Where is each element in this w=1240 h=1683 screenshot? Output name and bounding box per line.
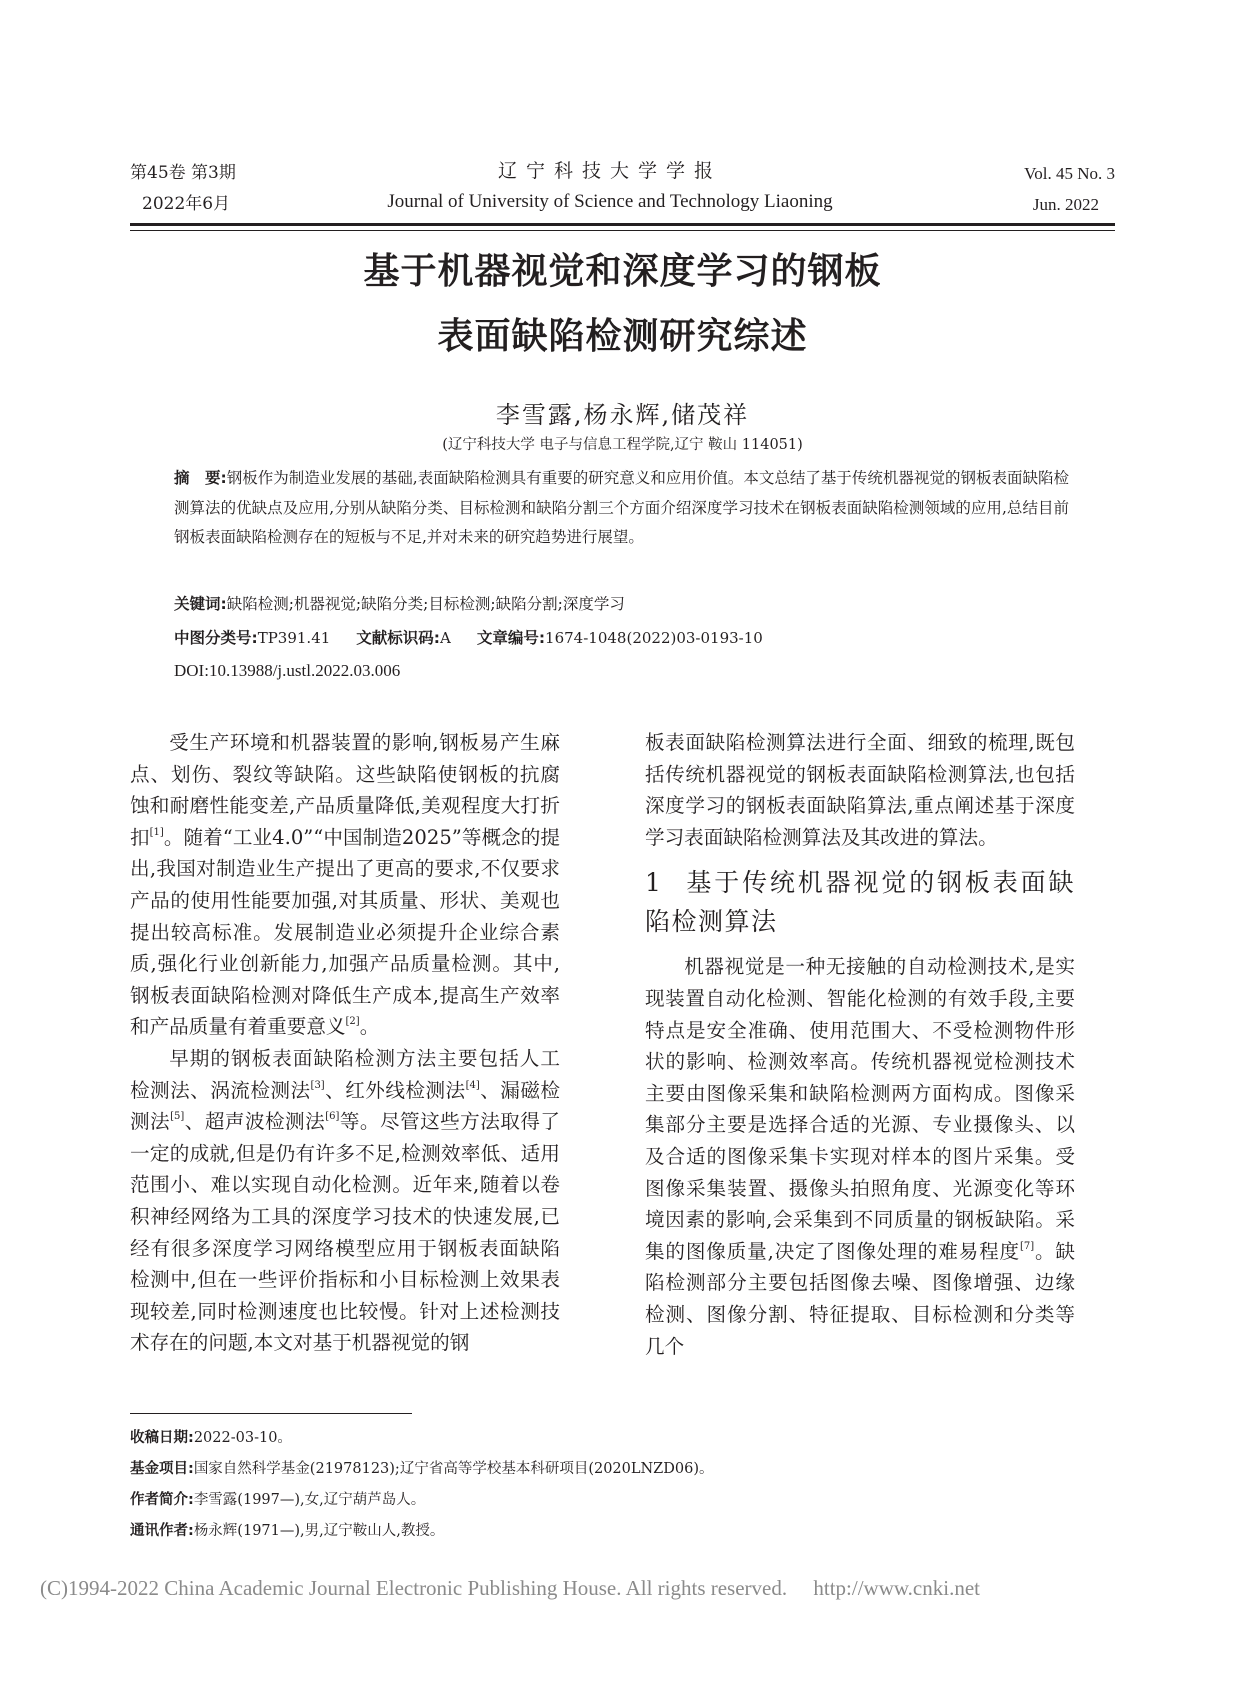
citation: [5] xyxy=(170,1111,185,1123)
footnote-label: 基金项目: xyxy=(130,1461,194,1477)
footnote-fund xyxy=(130,1458,1030,1480)
volume-issue: 第45卷 第3期 xyxy=(130,163,236,183)
clc-value: TP391.41 xyxy=(257,629,331,647)
footnote-received xyxy=(130,1427,1030,1449)
citation: [7] xyxy=(1019,1240,1035,1252)
author-list: 李雪露,杨永辉,储茂祥 xyxy=(495,401,750,429)
copyright-notice: (C)1994-2022 China Academic Journal Electronic Publishing House. All rights reserved. http://www.cnki.net xyxy=(40,1576,980,1600)
body-right-column xyxy=(645,727,1075,1362)
section-heading xyxy=(645,863,1075,941)
abstract xyxy=(174,464,1069,553)
article-number-value: 1674-1048(2022)03-0193-10 xyxy=(545,629,763,647)
citation: [3] xyxy=(310,1079,325,1091)
keywords-label: 关键词: xyxy=(174,595,227,613)
footnote-rule xyxy=(130,1413,412,1414)
header-rule-thick xyxy=(130,223,1115,226)
article-number-label: 文章编号: xyxy=(476,629,546,647)
citation: [1] xyxy=(149,826,164,838)
title-line-2: 表面缺陷检测研究综述 xyxy=(437,316,808,357)
paragraph xyxy=(130,1043,560,1359)
issue-date-en: Jun. 2022 xyxy=(1032,195,1099,214)
paragraph-text: 。随着“工业4.0”“中国制造2025”等概念的提出,我国对制造业生产提出了更高的要求,不仅要求产品的使用性能要加强,对其质量、形状、美观也提出较高标准。发展制造业必须提升企业综合素质,强化行业创新能力,加强产品质量检测。其中,钢板表面缺陷检测对降低生产成本,提高生产效率和产品质量有着重要意义 xyxy=(130,825,560,1039)
classification-line xyxy=(174,626,1069,650)
paragraph-text: 早期的钢板表面缺陷检测方法主要包括人工检测法、涡流检测法 xyxy=(130,1046,560,1102)
abstract-text: 钢板作为制造业发展的基础,表面缺陷检测具有重要的研究意义和应用价值。本文总结了基于传统机器视觉的钢板表面缺陷检测算法的优缺点及应用,分别从缺陷分类、目标检测和缺陷分割三个方面介绍深度学习技术在钢板表面缺陷检测领域的应用,总结目前钢板表面缺陷检测存在的短板与不足,并对未来的研究趋势进行展望。 xyxy=(174,469,1069,546)
paragraph-text: 。 xyxy=(359,1015,380,1039)
paragraph-text: 等。尽管这些方法取得了一定的成就,但是仍有许多不足,检测效率低、适用范围小、难以实现自动化检测。近年来,随着以卷积神经网络为工具的深度学习技术的快速发展,已经有很多深度学习网络模型应用于钢板表面缺陷检测中,但在一些评价指标和小目标检测上效果表现较差,同时检测速度也比较慢。针对上述检测技术存在的问题,本文对基于机器视觉的钢 xyxy=(130,1110,561,1355)
footnote-text: 2022-03-10。 xyxy=(193,1430,292,1446)
footnote-label: 作者简介: xyxy=(130,1492,194,1508)
paragraph-text: 、漏磁检测法 xyxy=(130,1078,561,1134)
paragraph-text: 。缺陷检测部分主要包括图像去噪、图像增强、边缘检测、图像分割、特征提取、目标检测和分类等几个 xyxy=(645,1239,1075,1358)
volume-issue-en: Vol. 45 No. 3 xyxy=(1024,164,1115,183)
clc-label: 中图分类号: xyxy=(174,629,258,647)
doc-code-value: A xyxy=(440,629,451,647)
body-left-column xyxy=(130,727,560,1359)
footnote-label: 通讯作者: xyxy=(130,1523,194,1539)
paragraph-text: 、红外线检测法 xyxy=(324,1078,466,1102)
header-rule-thin xyxy=(130,230,1115,231)
doi-label: DOI: xyxy=(174,661,209,680)
abstract-label: 摘 要: xyxy=(174,469,227,487)
citation: [6] xyxy=(325,1111,340,1123)
title-line-1: 基于机器视觉和深度学习的钢板 xyxy=(363,251,882,292)
issue-date-cn: 2022年6月 xyxy=(142,194,231,214)
section-number: 1 xyxy=(645,868,663,898)
footnote-label: 收稿日期: xyxy=(130,1430,194,1446)
paragraph: 板表面缺陷检测算法进行全面、细致的梳理,既包括传统机器视觉的钢板表面缺陷检测算法,也包括深度学习的钢板表面缺陷算法,重点阐述基于深度学习表面缺陷检测算法及其改进的算法。 xyxy=(645,731,1075,849)
keywords-text: 缺陷检测;机器视觉;缺陷分类;目标检测;缺陷分割;深度学习 xyxy=(226,595,625,613)
doi-value: 10.13988/j.ustl.2022.03.006 xyxy=(208,661,401,680)
journal-name-en: Journal of University of Science and Technology Liaoning xyxy=(387,191,833,212)
running-header-right xyxy=(960,158,1115,220)
running-header-center xyxy=(340,156,880,218)
paragraph xyxy=(645,951,1075,1362)
affiliation: (辽宁科技大学 电子与信息工程学院,辽宁 鞍山 114051) xyxy=(442,437,803,453)
keywords xyxy=(174,592,1069,616)
doi-line xyxy=(174,659,1069,683)
section-title: 基于传统机器视觉的钢板表面缺陷检测算法 xyxy=(645,868,1075,937)
footnote-text: 李雪露(1997—),女,辽宁葫芦岛人。 xyxy=(193,1492,426,1508)
paragraph xyxy=(130,727,560,1043)
footnote-corresponding xyxy=(130,1520,1030,1542)
citation: [2] xyxy=(345,1016,360,1028)
paragraph-text: 、超声波检测法 xyxy=(184,1110,326,1134)
doc-code-label: 文献标识码: xyxy=(356,629,440,647)
paragraph-text: 受生产环境和机器装置的影响,钢板易产生麻点、划伤、裂纹等缺陷。这些缺陷使钢板的抗腐蚀和耐磨性能变差,产品质量降低,美观程度大打折扣 xyxy=(130,731,560,849)
journal-name-cn: 辽宁科技大学学报 xyxy=(497,160,722,182)
running-header-left xyxy=(130,158,270,220)
footnote-author xyxy=(130,1489,1030,1511)
footnote-text: 国家自然科学基金(21978123);辽宁省高等学校基本科研项目(2020LNZD06)。 xyxy=(193,1461,714,1477)
paragraph-text: 机器视觉是一种无接触的自动检测技术,是实现装置自动化检测、智能化检测的有效手段,主要特点是安全准确、使用范围大、不受检测物件形状的影响、检测效率高。传统机器视觉检测技术主要由图像采集和缺陷检测两方面构成。图像采集部分主要是选择合适的光源、专业摄像头、以及合适的图像采集卡实现对样本的图片采集。受图像采集装置、摄像头拍照角度、光源变化等环境因素的影响,会采集到不同质量的钢板缺陷。采集的图像质量,决定了图像处理的难易程度 xyxy=(645,955,1075,1263)
footnote-text: 杨永辉(1971—),男,辽宁鞍山人,教授。 xyxy=(193,1523,445,1539)
citation: [4] xyxy=(465,1079,480,1091)
